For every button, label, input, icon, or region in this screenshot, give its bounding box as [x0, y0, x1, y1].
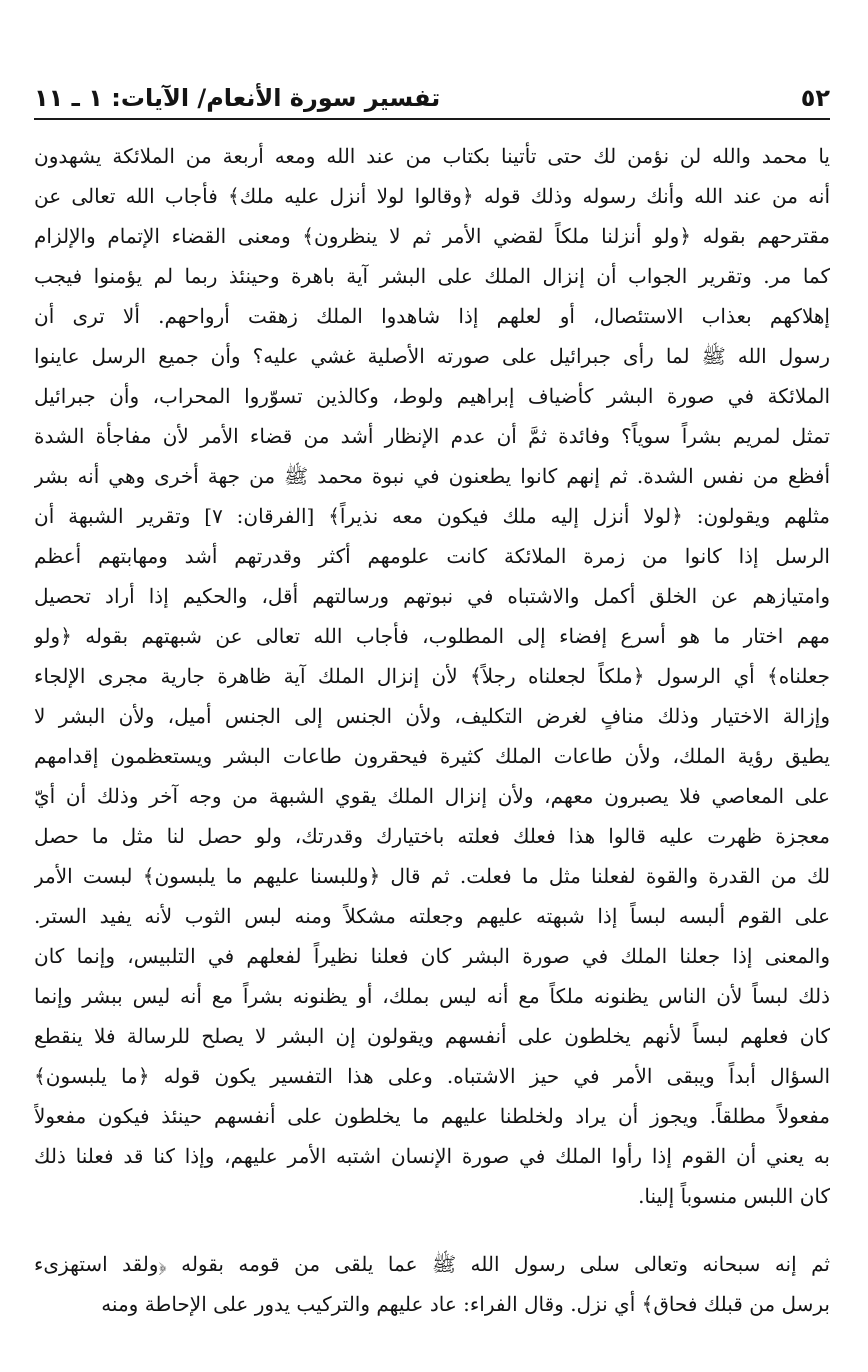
page-number: ٥٢	[800, 84, 830, 112]
running-title: تفسير سورة الأنعام/ الآيات: ١ ـ ١١	[34, 84, 441, 112]
text-line: أفظع من نفس الشدة. ثم إنهم كانوا يطعنون في نبوة محمد ﷺ من جهة أخرى وهي أنه بشر	[34, 464, 830, 488]
text-line: كما مر. وتقرير الجواب أن إنزال الملك على البشر آية باهرة وحينئذ ربما لم يؤمنوا فيجب	[34, 264, 830, 288]
text-line: يطيق رؤية الملك، ولأن طاعات الملك كثيرة فيحقرون طاعات البشر ويستعظمون إقدامهم	[34, 744, 830, 768]
text-line: ذلك لبساً لأن الناس يظنونه ملكاً مع أنه ليس بملك، أو يظنونه بشراً مع أنه ليس ببشر وإنما	[34, 984, 830, 1008]
text-line: وامتيازهم عن الخلق أكمل والاشتباه في نبوتهم ورسالتهم أقل، والحكيم إذا أراد تحصيل	[34, 584, 830, 608]
text-line: برسل من قبلك فحاق﴾ أي نزل. وقال الفراء: عاد عليهم والتركيب يدور على الإحاطة ومنه	[101, 1292, 830, 1316]
text-line: لك من القدرة والقوة لفعلنا مثل ما فعلت. ثم قال ﴿وللبسنا عليهم ما يلبسون﴾ لبست الأمر	[34, 864, 830, 888]
text-line: به يعني أن القوم إذا رأوا الملك في صورة الإنسان اشتبه الأمر عليهم، وإذا كنا قد فعلنا ذلك	[34, 1144, 830, 1168]
text-line: على القوم ألبسه لبساً إذا شبهته عليهم وجعلته مشكلاً ومنه لبس الثوب لأنه يفيد الستر.	[34, 904, 830, 928]
text-line: تمثل لمريم بشراً سوياً؟ وفائدة ثمَّ أن عدم الإنظار أشد من قضاء الأمر لأن مفاجأة الشدة	[34, 424, 830, 448]
text-line: السؤال أبداً ويبقى الأمر في حيز الاشتباه. وعلى هذا التفسير يكون قوله ﴿ما يلبسون﴾	[34, 1064, 830, 1088]
text-line: يا محمد والله لن نؤمن لك حتى تأتينا بكتاب من عند الله ومعه أربعة من الملائكة يشهدون	[34, 144, 830, 168]
text-line: الملائكة في صورة البشر كأضياف إبراهيم ولوط، وكالذين تسوّروا المحراب، وأن جبرائيل	[34, 384, 830, 408]
paragraph	[34, 136, 830, 1216]
body-text	[34, 136, 830, 1324]
text-line: أنه من عند الله وأنك رسوله وذلك قوله ﴿وقالوا لولا أنزل عليه ملك﴾ فأجاب الله تعالى عن	[34, 184, 830, 208]
text-line: على المعاصي فلا يصبرون معهم، ولأن إنزال الملك يقوي الشبهة من وجه آخر وذلك أن أيّ	[34, 784, 830, 808]
text-line: مثلهم ويقولون: ﴿لولا أنزل إليه ملك فيكون معه نذيراً﴾ [الفرقان: ٧] وتقرير الشبهة أن	[34, 504, 830, 528]
text-line: الرسل إذا كانوا من زمرة الملائكة كانت علومهم أكثر وقدرتهم أشد ومهابتهم أعظم	[34, 544, 830, 568]
text-line: رسول الله ﷺ لما رأى جبرائيل على صورته الأصلية غشي عليه؟ وأن جميع الرسل عاينوا	[34, 344, 830, 368]
text-line: مهم اختار ما هو أسرع إفضاء إلى المطلوب، فأجاب الله تعالى عن شبهتهم بقوله ﴿ولو	[34, 624, 830, 648]
text-line: مقترحهم بقوله ﴿ولو أنزلنا ملكاً لقضي الأمر ثم لا ينظرون﴾ ومعنى القضاء الإتمام والإلزام	[34, 224, 830, 248]
text-line: معجزة ظهرت عليه قالوا هذا فعلك فعلته باختيارك وقدرتك، ولو حصل لنا مثل ما حصل	[34, 824, 830, 848]
text-line: والمعنى إذا جعلنا الملك في صورة البشر كان فعلنا نظيراً لفعلهم في التلبيس، وإنما كان	[34, 944, 830, 968]
text-line: مفعولاً مطلقاً. ويجوز أن يراد ولخلطنا عليهم ما يخلطون على أنفسهم حينئذ فيكون مفعولاً	[34, 1104, 830, 1128]
text-line: وإزالة الاختيار وذلك منافٍ لغرض التكليف، ولأن الجنس إلى الجنس أميل، ولأن البشر لا	[34, 704, 830, 728]
text-line: ثم إنه سبحانه وتعالى سلى رسول الله ﷺ عما يلقى من قومه بقوله ﴿ولقد استهزىء	[34, 1252, 830, 1276]
text-line: كان فعلهم لبساً لأنهم يخلطون على أنفسهم ويقولون إن البشر لا يصلح للرسالة فلا ينقطع	[34, 1024, 830, 1048]
text-line: جعلناه﴾ أي الرسول ﴿ملكاً لجعلناه رجلاً﴾ لأن إنزال الملك آية ظاهرة جارية مجرى الإلجاء	[34, 664, 830, 688]
paragraph	[34, 1244, 830, 1324]
text-line: إهلاكهم بعذاب الاستئصال، أو لعلهم إذا شاهدوا الملك زهقت أرواحهم. ألا ترى أن	[34, 304, 830, 328]
paragraph-gap	[34, 1216, 830, 1244]
page-header	[34, 80, 830, 120]
text-line: كان اللبس منسوباً إلينا.	[638, 1184, 830, 1208]
